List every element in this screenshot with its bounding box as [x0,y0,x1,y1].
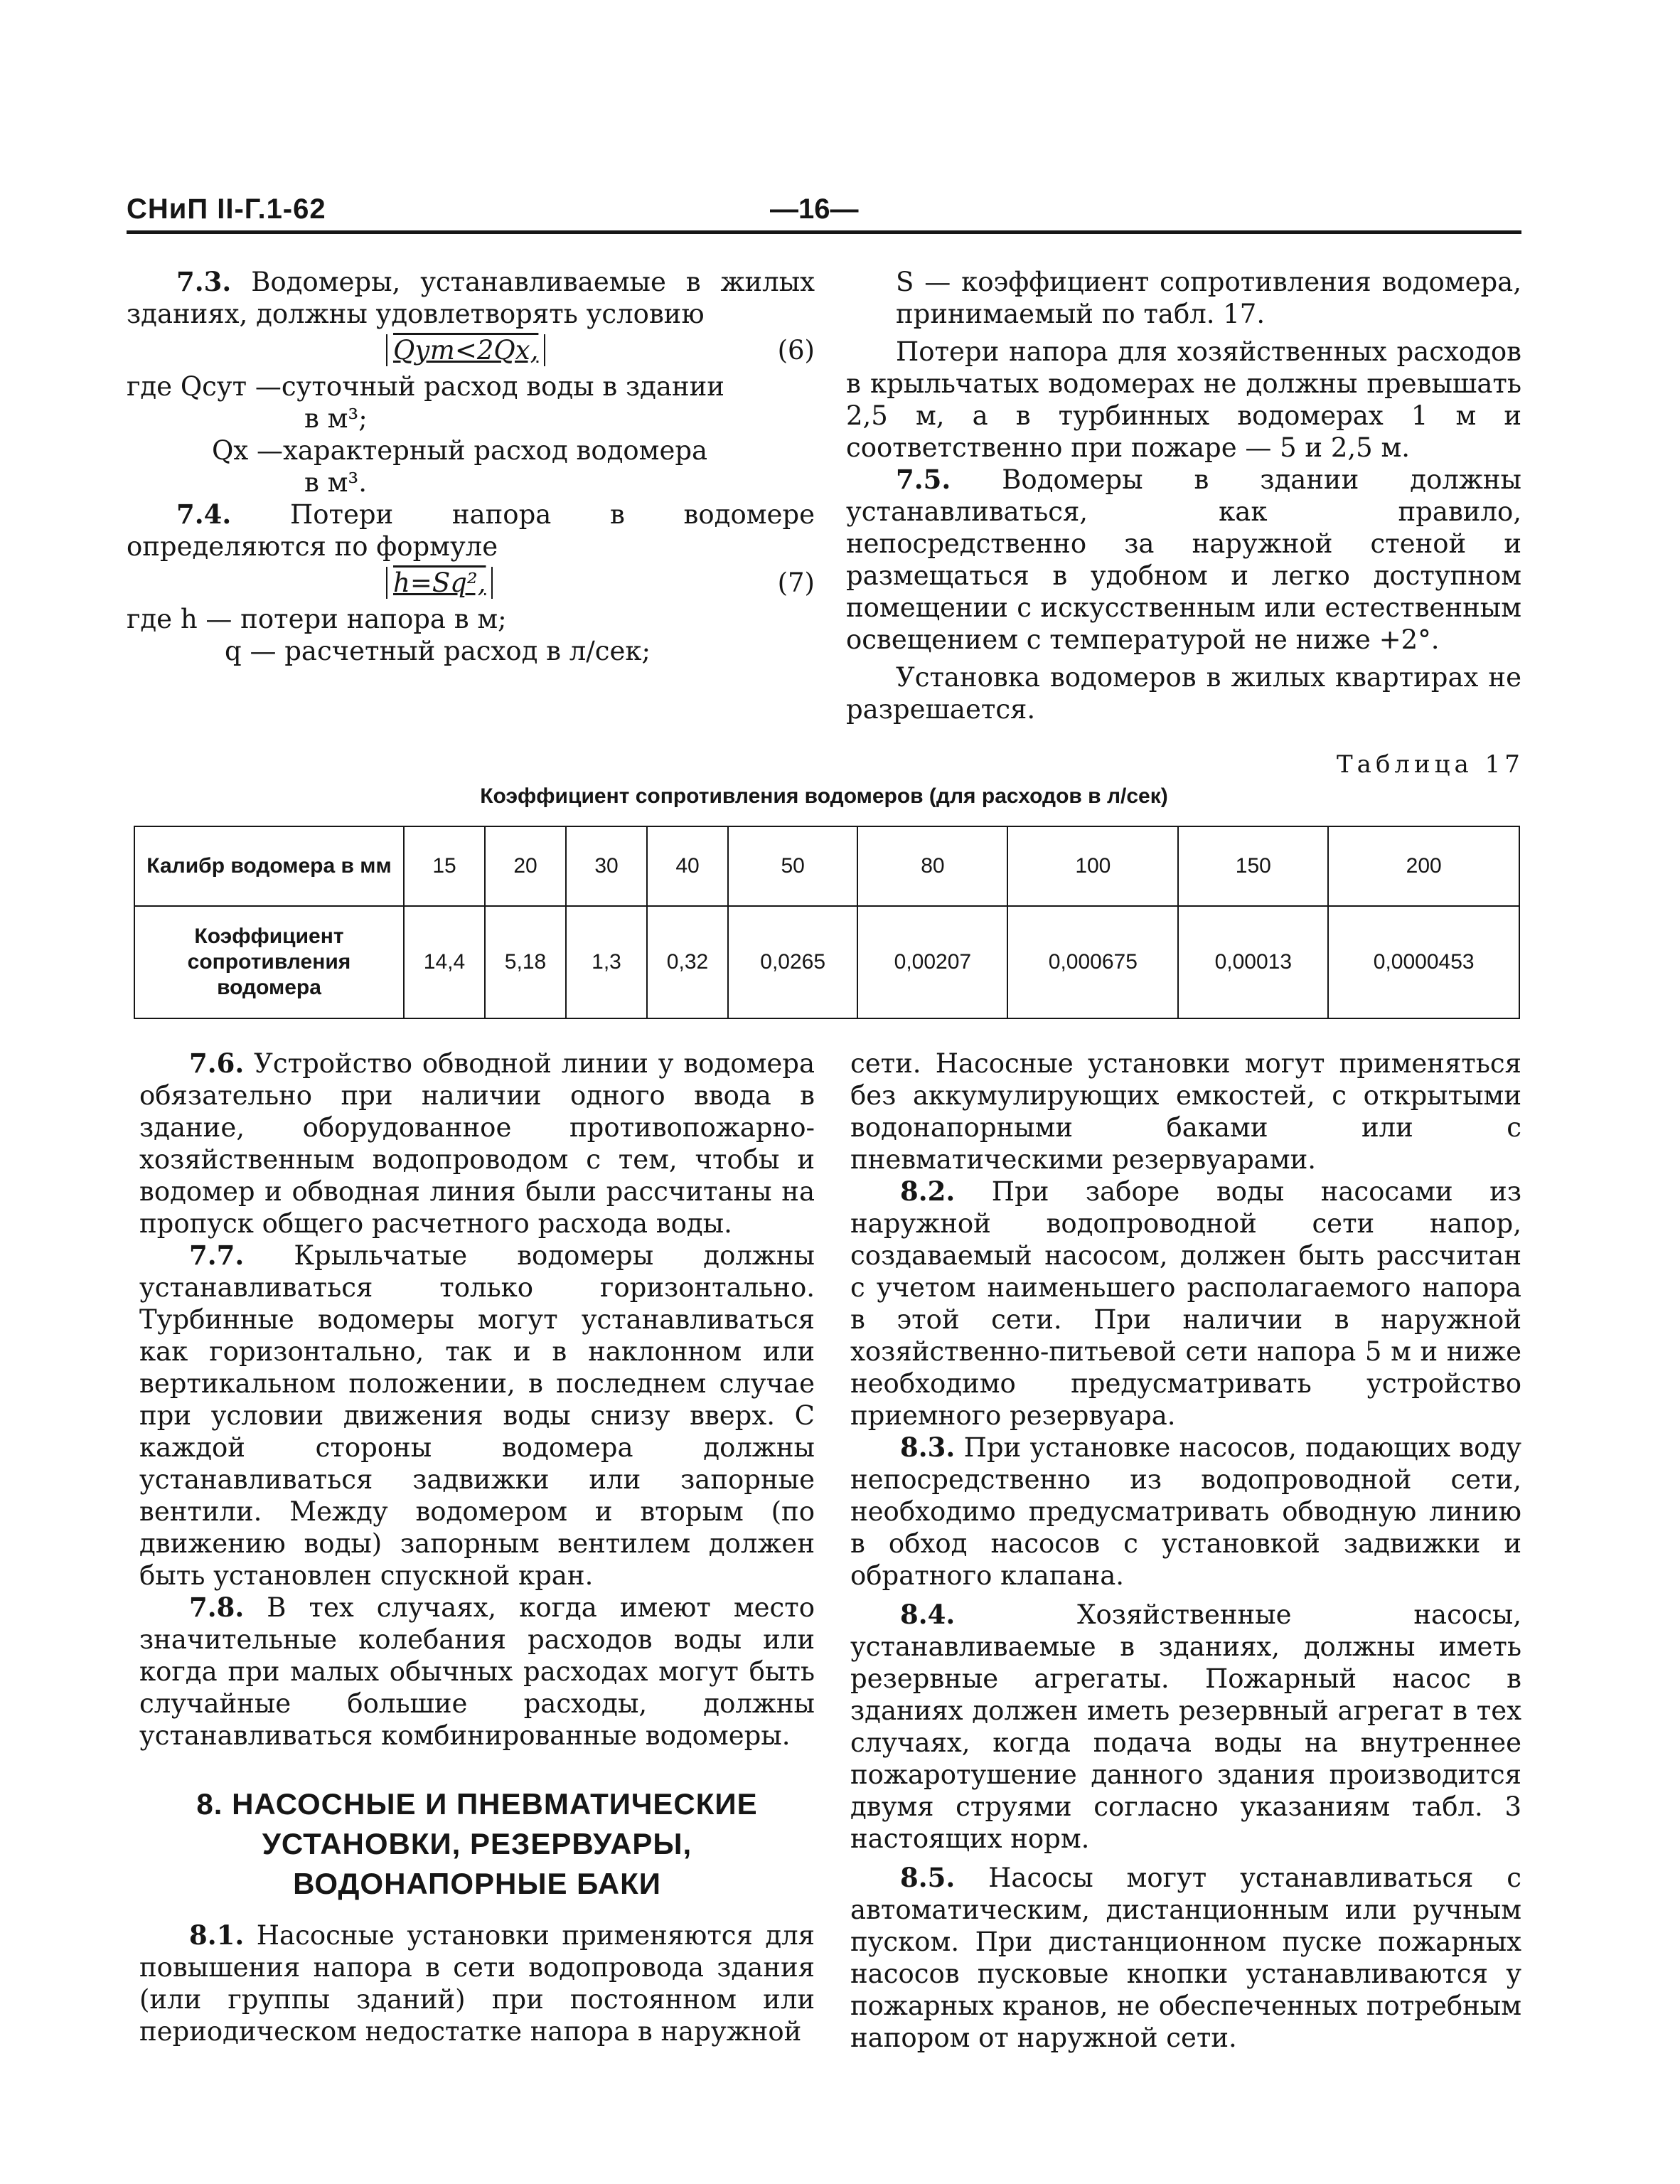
paragraph-7-3 [127,266,815,330]
formula-6 [127,334,815,366]
paragraph-text: Потери напора в водомере определяются по формуле [127,499,815,562]
definition-q-x [127,435,815,499]
definition-continuation: в м³. [304,467,367,498]
paragraph-8-3 [850,1432,1521,1592]
paragraph-text: В тех случаях, когда имеют место значительные колебания расходов воды или когда при малых обычных расходах могут быть случайные большие расходы, должны устанавливаться комбинированные водомеры. [139,1592,815,1751]
paragraph-8-4 [850,1599,1521,1855]
paragraph-7-5 [846,464,1521,656]
clause-number: 7.3. [176,266,232,297]
section-title-line: УСТАНОВКИ, РЕЗЕРВУАРЫ, [262,1827,692,1860]
row-header-caliber: Калибр водомера в мм [134,826,404,906]
definition-s: S — коэффициент сопротивления водомера, принимаемый по табл. 17. [896,267,1521,329]
paragraph-8-1-continued: сети. Насосные установки могут применяться без аккумулирующих емкостей, с открытыми водонапорными баками или с пневматическими резервуарами. [850,1048,1521,1175]
table-cell: 0,00013 [1178,906,1328,1018]
section-title-line: 8. НАСОСНЫЕ И ПНЕВМАТИЧЕСКИЕ [196,1787,758,1821]
table-row [134,906,1519,1018]
paragraph-7-7 [139,1240,815,1592]
paragraph-text: Хозяйственные насосы, устанавливаемые в зданиях, должны иметь резервные агрегаты. Пожарный насос в зданиях должен иметь резервный агрегат в тех случаях, когда подача воды на внутреннее пожаротушение данного здания производится двумя струями согласно указаниям табл. 3 настоящих норм. [850,1599,1522,1854]
clause-number: 7.6. [189,1048,245,1079]
paragraph-flats: Установка водомеров в жилых квартирах не разрешается. [846,662,1521,725]
clause-number: 7.4. [176,499,232,530]
table-cell: 0,00207 [857,906,1007,1018]
table-cell: 0,0265 [728,906,857,1018]
paragraph-7-6 [139,1048,815,1240]
clause-number: 8.1. [189,1919,245,1951]
table-cell: 15 [404,826,485,906]
page-header [127,193,1521,232]
table-cell: 150 [1178,826,1328,906]
definition-label: где Qсут — [127,371,282,402]
paragraph-text: При установке насосов, подающих воду непосредственно из водопроводной сети, необходимо предусматривать обводную линию в обход насосов с установкой задвижки и обратного клапана. [850,1432,1521,1591]
paragraph-text: При заборе воды насосами из наружной водопроводной сети напор, создаваемый насосом, должен быть рассчитан с учетом наименьшего располагаемого напора в этой сети. При наличии в наружной хозяйственно-питьевой сети напора 5 м и ниже необходимо предусматривать устройство приемного резервуара. [850,1176,1521,1431]
formula-number: (7) [777,568,815,598]
table-cell: 1,3 [566,906,647,1018]
table-cell: 20 [485,826,566,906]
table-cell: 200 [1328,826,1519,906]
paragraph-text: Крыльчатые водомеры должны устанавливаться только горизонтально. Турбинные водомеры могут устанавливаться как горизонтально, так и в наклонном или вертикальном положении, в последнем случае при условии движения воды снизу вверх. С каждой стороны водомера должны устанавливаться задвижки или запорные вентили. Между водомером и вторым (по движению воды) запорным вентилем должен быть установлен спускной кран. [139,1240,815,1591]
table-row [134,826,1519,906]
table-cell: 5,18 [485,906,566,1018]
table-cell: 0,000675 [1007,906,1178,1018]
header-rule [127,230,1521,234]
table-label: Таблица 17 [1337,750,1524,779]
table-cell: 0,32 [647,906,728,1018]
clause-number: 8.2. [900,1176,956,1207]
clause-number: 8.3. [900,1432,956,1463]
clause-number: 7.8. [189,1592,245,1623]
paragraph-text: Водомеры в здании должны устанавливаться, как правило, непосредственно за наружной стеной и размещаться в удобном и легко доступном помещении с искусственным или естественным освещением с температурой не ниже +2°. [846,464,1521,655]
right-column-top [846,266,1521,725]
paragraph-text: Насосы могут устанавливаться с автоматическим, дистанционным или ручным пуском. При дистанционном пуске пожарных насосов пусковые кнопки устанавливаются у пожарных кранов, не обеспеченных потребным напором от наружной сети. [850,1863,1522,2053]
paragraph-text: Насосные установки применяются для повышения напора в сети водопровода здания (или группы зданий) при постоянном или периодическом недостатке напора в наружной [139,1920,815,2047]
paragraph-head-losses: Потери напора для хозяйственных расходов в крыльчатых водомерах не должны превышать 2,5 м, а в турбинных водомерах 1 м и соответственно при пожаре — 5 и 2,5 м. [846,336,1521,463]
left-column-bottom [139,1048,815,2047]
table-cell: 40 [647,826,728,906]
table-cell: 0,0000453 [1328,906,1519,1018]
formula-number: (6) [777,335,815,366]
paragraph-text: Устройство обводной линии у водомера обязательно при наличии одного ввода в здание, оборудованное противопожарно-хозяйственным водопроводом с тем, чтобы и водомер и обводная линия были рассчитаны на пропуск общего расчетного расхода воды. [139,1048,815,1239]
clause-number: 8.5. [900,1862,956,1893]
section-title-line: ВОДОНАПОРНЫЕ БАКИ [293,1867,661,1900]
table-cell: 50 [728,826,857,906]
paragraph-text: Водомеры, устанавливаемые в жилых зданиях, должны удовлетворять условию [127,267,815,329]
paragraph-8-5 [850,1862,1521,2054]
clause-number: 7.7. [189,1240,245,1271]
table-cell: 80 [857,826,1007,906]
definition-h: где h — потери напора в м; [127,604,507,634]
clause-number: 8.4. [900,1599,956,1630]
definition-text: характерный расход водомера [282,435,708,466]
left-column-top [127,266,815,667]
table-cell: 100 [1007,826,1178,906]
formula-7 [127,567,815,599]
formula-expression: Qут<2Qх, [386,334,545,366]
clause-number: 7.5. [896,464,951,495]
right-column-bottom [850,1048,1521,2054]
table-cell: 14,4 [404,906,485,1018]
paragraph-7-4 [127,499,815,563]
section-8-title [139,1784,815,1904]
table-cell: 30 [566,826,647,906]
definition-label: Qх — [212,435,283,466]
page-number: —16— [770,193,859,225]
definition-continuation: в м³; [304,403,368,434]
paragraph-8-2 [850,1176,1521,1432]
row-header-coefficient: Коэффициент сопротивления водомера [134,906,404,1018]
table-17 [134,826,1520,1019]
formula-expression: h=Sq², [386,567,493,599]
paragraph-7-8 [139,1592,815,1752]
paragraph-8-1 [139,1919,815,2047]
document-code: СНиП II-Г.1-62 [127,193,326,225]
table-title: Коэффициент сопротивления водомеров (для расходов в л/сек) [480,784,1168,808]
definition-q: q — расчетный расход в л/сек; [225,636,651,666]
definition-text: суточный расход воды в здании [281,371,724,402]
definition-q-sut [127,371,815,435]
